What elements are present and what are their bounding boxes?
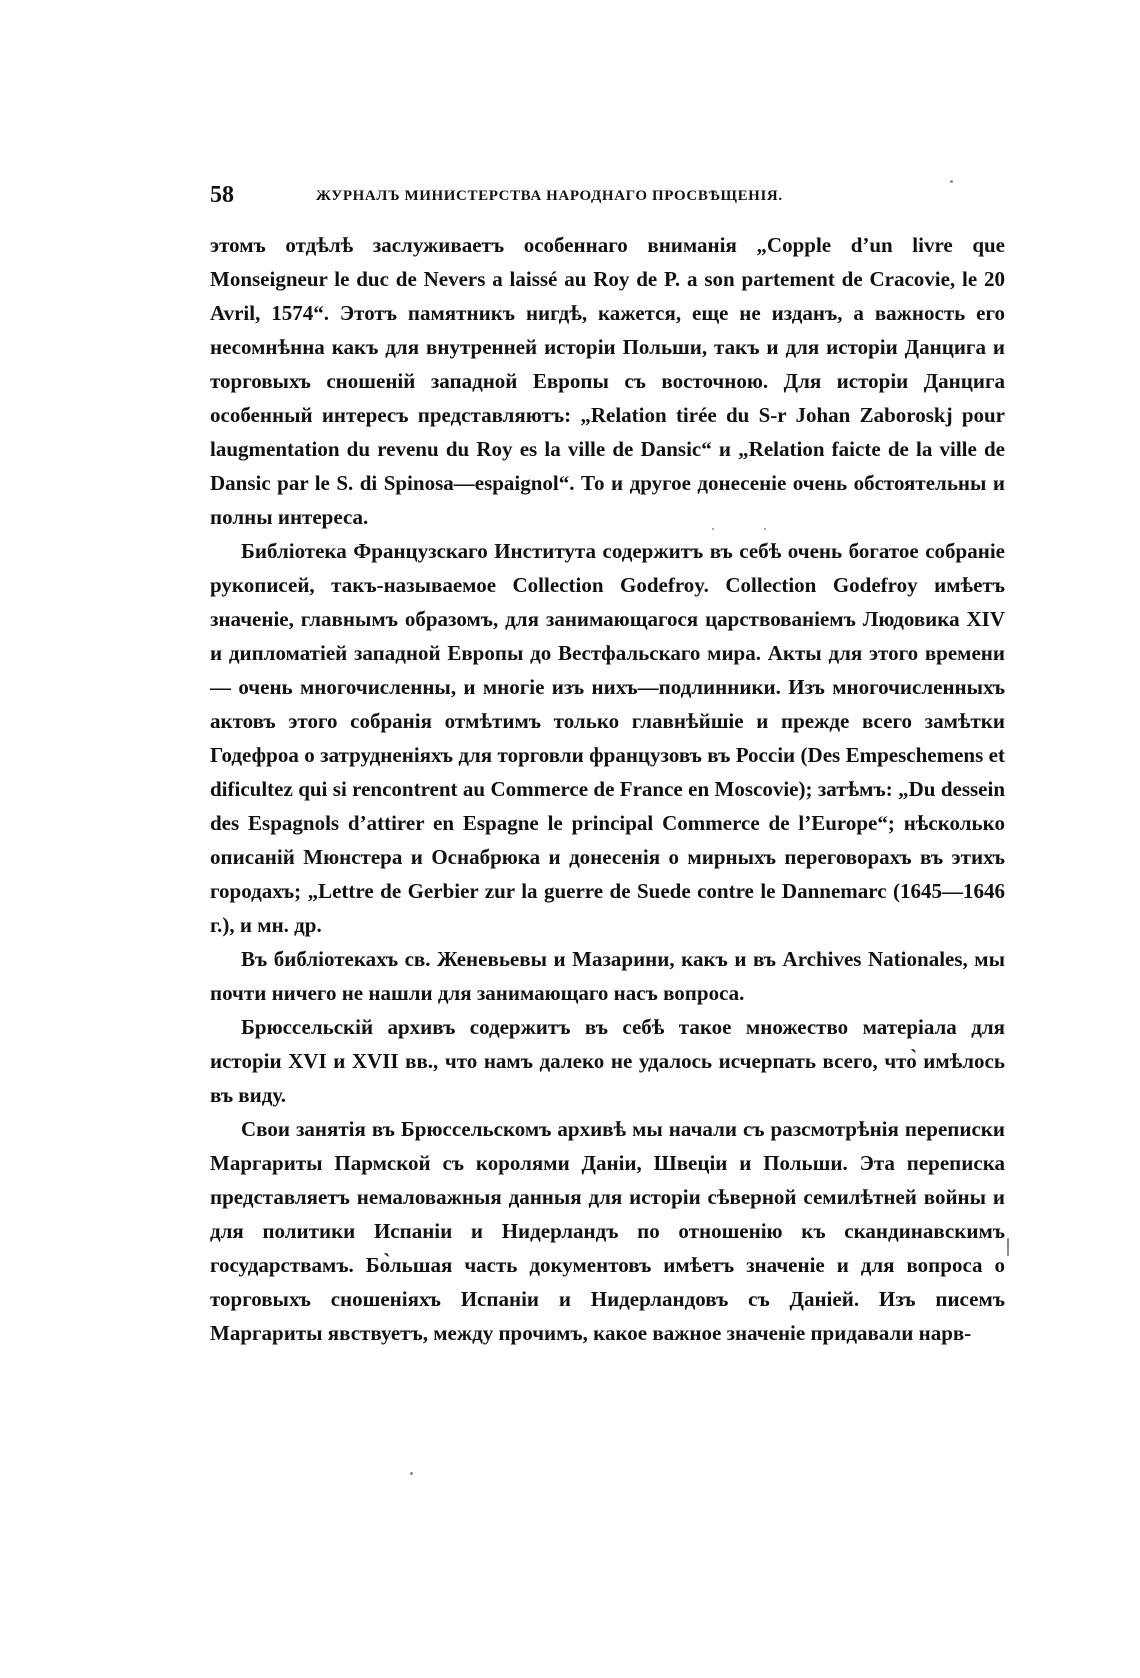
scan-mark bbox=[1007, 1238, 1009, 1256]
paragraph-margaret-of-parma-correspondence: Свои занятія въ Брюссельскомъ архивѣ мы начали съ разсмотрѣнія переписки Маргариты Пармской съ королями Даніи, Швеціи и Польши. Эта переписка представляетъ немаловажныя данныя для исторіи сѣверной семилѣтней войны и для политики Испаніи и Нидерландъ по отношенію къ скандинавскимъ государствамъ. Бо̀льшая часть документовъ имѣетъ значеніе и для вопроса о торговыхъ сношеніяхъ Испаніи и Нидерландовъ съ Даніей. Изъ писемъ Маргариты явствуетъ, между прочимъ, какое важное значеніе придавали нарв- bbox=[210, 1117, 1005, 1345]
paragraph-genevieve-mazarin-libraries: Въ библіотекахъ св. Женевьевы и Мазарини, какъ и въ Archives Nationales, мы почти ничего не нашли для занимающаго насъ вопроса. bbox=[210, 947, 1005, 1005]
paragraph-french-institute-library: Библіотека Французскаго Института содержитъ въ себѣ очень богатое собраніе рукописей, такъ-называемое Collection Godefroy. Collection Godefroy имѣетъ значеніе, главнымъ образомъ, для занимающагося царствованіемъ Людовика XIV и дипломатіей западной Европы до Вестфальскаго мира. Акты для этого времени — очень многочисленны, и многіе изъ нихъ—подлинники. Изъ многочисленныхъ актовъ этого собранія отмѣтимъ только главнѣйшіе и прежде всего замѣтки Годефроа о затрудненіяхъ для торговли французовъ въ Россіи (Des Empeschemens et dificultez qui si rencontrent au Commerce de France en Moscovie); затѣмъ: „Du dessein des Espagnols d’attirer en Espagne le principal Commerce de l’Europe“; нѣсколько описаній Мюнстера и Оснабрюка и донесенія о мирныхъ переговорахъ въ этихъ городахъ; „Lettre de Gerbier zur la guerre de Suede contre le Dannemarc (1645—1646 г.), и мн. др. bbox=[210, 539, 1005, 937]
paragraph-continuation: этомъ отдѣлѣ заслуживаетъ особеннаго вниманія „Copple d’un livre que Monseigneur le duc de Nevers a laissé au Roy de P. a son partement de Cracovie, le 20 Avril, 1574“. Этотъ памятникъ нигдѣ, кажется, еще не изданъ, а важность его несомнѣнна какъ для внутренней исторіи Польши, такъ и для исторіи Данцига и торговыхъ сношеній западной Европы съ восточною. Для исторіи Данцига особенный интересъ представляютъ: „Relation tirée du S-r Johan Zaboroskj pour laugmentation du revenu du Roy es la ville de Dansic“ и „Relation faicte de la ville de Dansic par le S. di Spinosa—espaignol“. То и другое донесеніе очень обстоятельны и полны интереса. bbox=[210, 233, 1005, 529]
scan-speck bbox=[950, 180, 953, 183]
body-text bbox=[210, 228, 1005, 1350]
running-title: ЖУРНАЛЪ МИНИСТЕРСТВА НАРОДНАГО ПРОСВѢЩЕНІЯ. bbox=[316, 188, 783, 204]
paragraph-brussels-archive: Брюссельскій архивъ содержитъ въ себѣ такое множество матеріала для исторіи XVI и XVII вв., что намъ далеко не удалось исчерпать всего, что̀ имѣлось въ виду. bbox=[210, 1015, 1005, 1107]
page-header bbox=[210, 180, 1010, 216]
scan-speck bbox=[410, 1472, 413, 1475]
page-number: 58 bbox=[210, 182, 234, 208]
scan-speck bbox=[712, 528, 714, 530]
scan-speck bbox=[764, 528, 766, 530]
